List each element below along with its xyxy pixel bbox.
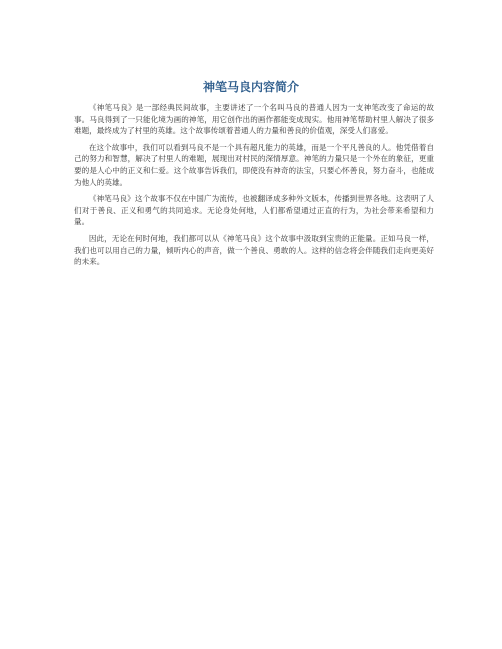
paragraph-spread: 《神笔马良》这个故事不仅在中国广为流传，也被翻译成多种外文版本，传播到世界各地。这表明了人们对于善良、正义和勇气的共同追求。无论身处何地，人们都希望通过正直的行为，为社会带来希望和力量。 <box>74 194 434 227</box>
paragraph-conclusion: 因此，无论在何时何地，我们都可以从《神笔马良》这个故事中汲取到宝贵的正能量。正如马良一样，我们也可以用自己的力量，倾听内心的声音，做一个善良、勇敢的人。这样的信念将会伴随我们走向更美好的未来。 <box>74 233 434 267</box>
document-title: 神笔马良内容简介 <box>202 80 299 94</box>
paragraph-hero: 在这个故事中，我们可以看到马良不是一个具有超凡能力的英雄，而是一个平凡善良的人。他凭借着自己的努力和智慧，解决了村里人的难题，展现出对村民的深情厚意。神笔的力量只是一个外在的象征，更重要的是人心中的正义和仁爱。这个故事告诉我们，即使没有神奇的法宝，只要心怀善良，努力奋斗，也能成为他人的英雄。 <box>74 142 434 187</box>
document-body <box>74 102 434 273</box>
paragraph-intro: 《神笔马良》是一部经典民间故事，主要讲述了一个名叫马良的普通人因为一支神笔改变了命运的故事。马良得到了一只能化境为画的神笔，用它创作出的画作都能变成现实。他用神笔帮助村里人解决了很多难题，最终成为了村里的英雄。这个故事传颂着普通人的力量和善良的价值观，深受人们喜爱。 <box>74 103 434 136</box>
